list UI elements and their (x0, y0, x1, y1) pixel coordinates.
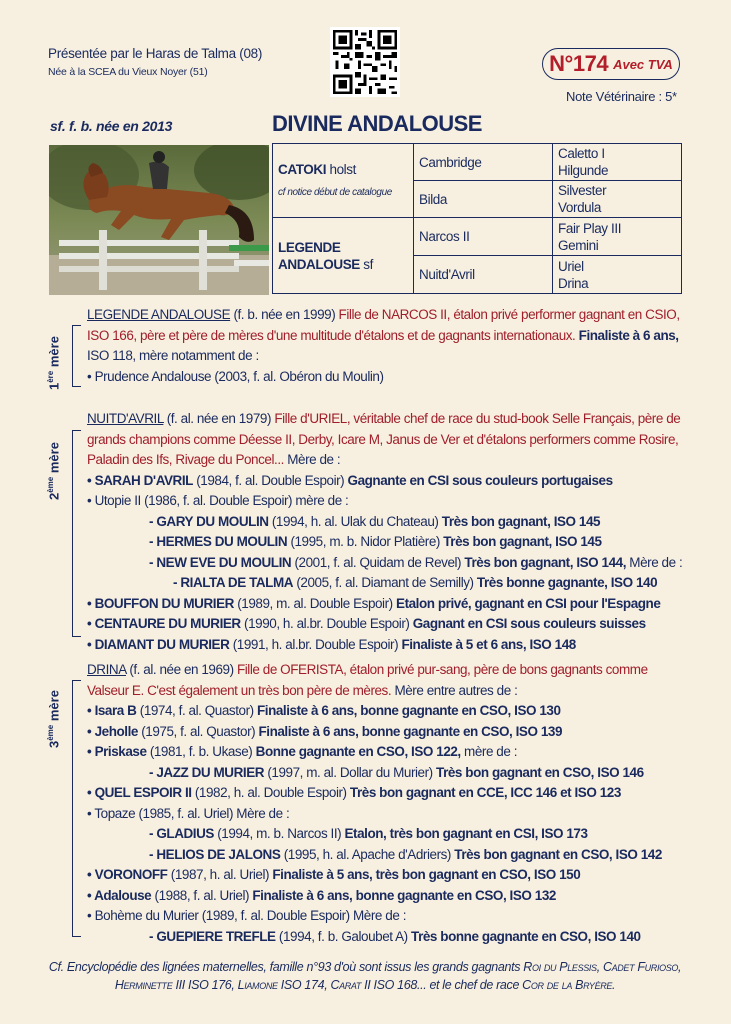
list-item: • Topaze (1985, f. al. Uriel) Mère de : (87, 805, 290, 821)
list-item: - GARY DU MOULIN (1994, h. al. Ulak du Chateau) Très bon gagnant, ISO 145 (149, 513, 601, 529)
horse-jumping-photo (49, 145, 269, 295)
pedigree-ggs: Uriel (558, 258, 584, 274)
list-item: - JAZZ DU MURIER (1997, m. al. Dollar du Murier) Très bon gagnant en CSO, ISO 146 (149, 764, 644, 780)
pedigree-ggs: Hilgunde (558, 163, 609, 178)
pedigree-ggs: Vordula (558, 200, 601, 215)
pedigree-ggs-cell (553, 256, 682, 294)
pedigree-grandsire-1: Cambridge (414, 144, 553, 181)
list-item: • BOUFFON DU MURIER (1989, m. al. Double Espoir) Etalon privé, gagnant en CSI pour l'Espagne (87, 595, 661, 611)
footer-note: Cf. Encyclopédie des lignées maternelles, famille n°93 d'où sont issus les grands gagnants Roi du Plessis, Cadet Furioso, Herminette III ISO 176, Liamone ISO 174, Carat II ISO 168... et le chef de race Cor de la Bryère. (48, 960, 682, 992)
pedigree-grandsire-3: Narcos II (414, 218, 553, 256)
pedigree-grandsire-2: Bilda (414, 181, 553, 218)
mere2-name: NUITD'AVRIL (87, 411, 164, 426)
list-item: • DIAMANT DU MURIER (1991, h. al.br. Double Espoir) Finaliste à 5 et 6 ans, ISO 148 (87, 636, 576, 652)
pedigree-grandsire-4: Nuitd'Avril (414, 256, 553, 294)
dam-name: LEGENDE ANDALOUSE (278, 239, 360, 272)
list-item: - GLADIUS (1994, m. b. Narcos II) Etalon, très bon gagnant en CSI, ISO 173 (149, 826, 588, 841)
sire-name: CATOKI (278, 161, 327, 177)
pedigree-dam-cell (273, 218, 414, 294)
list-item: • Isara B (1974, f. al. Quastor) Finaliste à 6 ans, bonne gagnante en CSO, ISO 130 (87, 703, 561, 718)
dam-breed: sf (359, 256, 373, 272)
mere2-bracket (72, 430, 81, 637)
mere3-bracket (72, 680, 81, 937)
list-item: - GUEPIERE TREFLE (1994, f. b. Galoubet A) Très bonne gagnante en CSO, ISO 140 (149, 928, 641, 944)
mere1-desc: Fille de NARCOS II, étalon privé performer gagnant en CSIO, ISO 166, père et père de mères d'une multitude d'étalons et de gagnants internationaux. (87, 307, 680, 343)
horse-description: sf. f. b. née en 2013 (50, 118, 173, 134)
pedigree-ggs: Drina (558, 275, 589, 291)
mere1-bracket (72, 325, 81, 387)
lot-number: N°174 (549, 51, 609, 76)
pedigree-sire-cell (273, 144, 414, 218)
sire-breed: holst (326, 161, 356, 177)
list-item: • SARAH D'AVRIL (1984, f. al. Double Espoir) Gagnante en CSI sous couleurs portugaises (87, 472, 613, 488)
list-item: • CENTAURE DU MURIER (1990, h. al.br. Double Espoir) Gagnant en CSI sous couleurs suisses (87, 616, 646, 631)
pedigree-ggs-cell (553, 144, 682, 181)
mere2-section: NUITD'AVRIL (f. al. née en 1979) Fille d'URIEL, véritable chef de race du stud-book Selle Français, père de grands champions comme Déesse II, Derby, Icare M, Janus de Ver et d'étalons performers comme Rosire, Paladin des Ifs, Rivage du Poncel... Mère de : • SARAH D'AVRIL (1984, f. al. Double Espoir) Gagnante en CSI sous couleurs portugaises • Utopie II (1986, f. al. Double Espoir) mère de : - GARY DU MOULIN (1994, h. al. Ulak du Chateau) Très bon gagnant, ISO 145 - HERMES DU MOULIN (1995, m. b. Nidor Platière) Très bon gagnant, ISO 145 - NEW EVE DU MOULIN (2001, f. al. Quidam de Revel) Très bon gagnant, ISO 144, Mère de : - RIALTA DE TALMA (2005, f. al. Diamant de Semilly) Très bonne gagnante, ISO 140 • BOUFFON DU MURIER (1989, m. al. Double Espoir) Etalon privé, gagnant en CSI pour l'Espagne • CENTAURE DU MURIER (1990, h. al.br. Double Espoir) Gagnant en CSI sous couleurs suisses • DIAMANT DU MURIER (1991, h. al.br. Double Espoir) Finaliste à 5 et 6 ans, ISO 148 (87, 409, 687, 655)
mere3-section: DRINA (f. al. née en 1969) Fille de OFERISTA, étalon privé pur-sang, père de bons gagnants comme Valseur E. C'est également un très bon père de mères. Mère entre autres de : • Isara B (1974, f. al. Quastor) Finaliste à 6 ans, bonne gagnante en CSO, ISO 130 • Jeholle (1975, f. al. Quastor) Finaliste à 6 ans, bonne gagnante en CSO, ISO 139 • Priskase (1981, f. b. Ukase) Bonne gagnante en CSO, ISO 122, mère de : - JAZZ DU MURIER (1997, m. al. Dollar du Murier) Très bon gagnant en CSO, ISO 146 • QUEL ESPOIR II (1982, h. al. Double Espoir) Très bon gagnant en CCE, ICC 146 et ISO 123 • Topaze (1985, f. al. Uriel) Mère de : - GLADIUS (1994, m. b. Narcos II) Etalon, très bon gagnant en CSI, ISO 173 - HELIOS DE JALONS (1995, h. al. Apache d'Adriers) Très bon gagnant en CSO, ISO 142 • VORONOFF (1987, h. al. Uriel) Finaliste à 5 ans, très bon gagnant en CSO, ISO 150 • Adalouse (1988, f. al. Uriel) Finaliste à 6 ans, bonne gagnante en CSO, ISO 132 • Bohème du Murier (1989, f. al. Double Espoir) Mère de : - GUEPIERE TREFLE (1994, f. b. Galoubet A) Très bonne gagnante en CSO, ISO 140 (87, 660, 687, 947)
mere1-label: 1ère mère (46, 336, 62, 390)
pedigree-ggs: Fair Play III (558, 220, 622, 236)
list-item: • VORONOFF (1987, h. al. Uriel) Finaliste à 5 ans, très bon gagnant en CSO, ISO 150 (87, 867, 581, 882)
lot-number-badge (542, 48, 680, 80)
pedigree-ggs-cell (553, 218, 682, 256)
mere1-name: LEGENDE ANDALOUSE (87, 307, 231, 322)
mere1-section: LEGENDE ANDALOUSE (f. b. née en 1999) Fille de NARCOS II, étalon privé performer gagnant en CSIO, ISO 166, père et père de mères d'une multitude d'étalons et de gagnants internationaux. Finaliste à 6 ans, ISO 118, mère notamment de : • Prudence Andalouse (2003, f. al. Obéron du Moulin) (87, 305, 687, 387)
presented-by: Présentée par le Haras de Talma (08) (48, 46, 263, 61)
pedigree-ggs: Gemini (558, 237, 599, 253)
qr-code[interactable] (330, 27, 400, 97)
mere3-name: DRINA (87, 662, 127, 677)
list-item: - NEW EVE DU MOULIN (2001, f. al. Quidam de Revel) Très bon gagnant, ISO 144, Mère de : (149, 554, 683, 570)
lot-tva: Avec TVA (613, 56, 673, 72)
list-item: - RIALTA DE TALMA (2005, f. al. Diamant de Semilly) Très bonne gagnante, ISO 140 (173, 575, 658, 590)
list-item: • Adalouse (1988, f. al. Uriel) Finaliste à 6 ans, bonne gagnante en CSO, ISO 132 (87, 887, 556, 903)
mere2-label: 2ème mère (46, 442, 62, 500)
mere3-label: 3ème mère (46, 690, 62, 748)
breeder: Née à la SCEA du Vieux Noyer (51) (48, 66, 208, 78)
list-item: • Jeholle (1975, f. al. Quastor) Finaliste à 6 ans, bonne gagnante en CSO, ISO 139 (87, 723, 563, 739)
pedigree-ggs: Silvester (558, 183, 607, 198)
horse-name: DIVINE ANDALOUSE (272, 111, 482, 136)
list-item: • Priskase (1981, f. b. Ukase) Bonne gagnante en CSO, ISO 122, mère de : (87, 744, 518, 759)
list-item: • Bohème du Murier (1989, f. al. Double Espoir) Mère de : (87, 908, 406, 923)
pedigree-ggs: Caletto I (558, 146, 605, 161)
list-item: • QUEL ESPOIR II (1982, h. al. Double Espoir) Très bon gagnant en CCE, ICC 146 et ISO 123 (87, 785, 621, 800)
list-item: • Utopie II (1986, f. al. Double Espoir) mère de : (87, 493, 349, 508)
pedigree-table (272, 143, 682, 294)
list-item: - HELIOS DE JALONS (1995, h. al. Apache d'Adriers) Très bon gagnant en CSO, ISO 142 (149, 846, 662, 862)
vet-note: Note Vétérinaire : 5* (566, 89, 677, 104)
list-item: - HERMES DU MOULIN (1995, m. b. Nidor Platière) Très bon gagnant, ISO 145 (149, 534, 602, 549)
list-item: • Prudence Andalouse (2003, f. al. Obéron du Moulin) (87, 368, 384, 384)
pedigree-ggs-cell (553, 181, 682, 218)
sire-note: cf notice début de catalogue (278, 186, 392, 198)
